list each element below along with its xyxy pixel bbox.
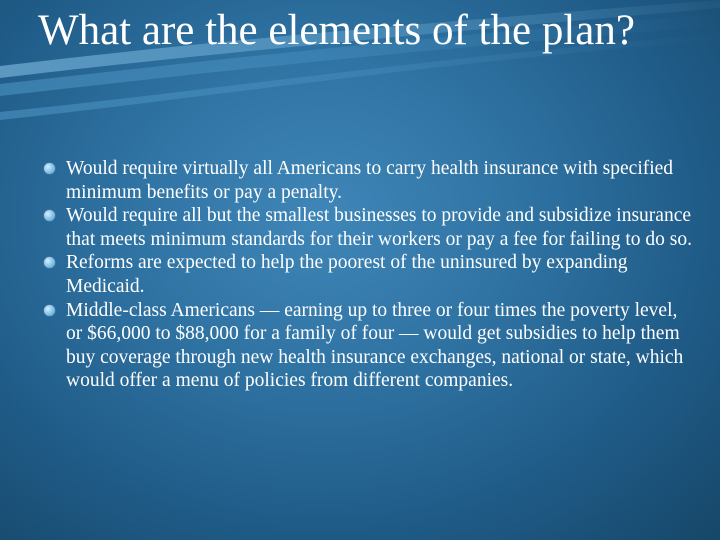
bullet-item [44,251,694,298]
bullet-list [44,157,694,393]
bullet-text: Middle-class Americans — earning up to three or four times the poverty level, or $66,000 to $88,000 for a family of four — would get subsidies to help them buy coverage through new health insurance exchanges, national or state, which would offer a menu of policies from different companies. [66,299,684,392]
bullet-text: Would require virtually all Americans to carry health insurance with specified minimum benefits or pay a penalty. [66,158,674,203]
bullet-dot-icon [44,257,55,268]
bullet-dot-icon [44,210,55,221]
bullet-item [44,157,694,204]
bullet-item [44,299,694,393]
bullet-text: Would require all but the smallest businesses to provide and subsidize insurance that meets minimum standards for their workers or pay a fee for failing to do so. [66,205,692,250]
bullet-dot-icon [44,305,55,316]
slide-title: What are the elements of the plan? [38,7,635,54]
bullet-dot-icon [44,163,55,174]
bullet-text: Reforms are expected to help the poorest of the uninsured by expanding Medicaid. [66,252,628,297]
bullet-item [44,204,694,251]
